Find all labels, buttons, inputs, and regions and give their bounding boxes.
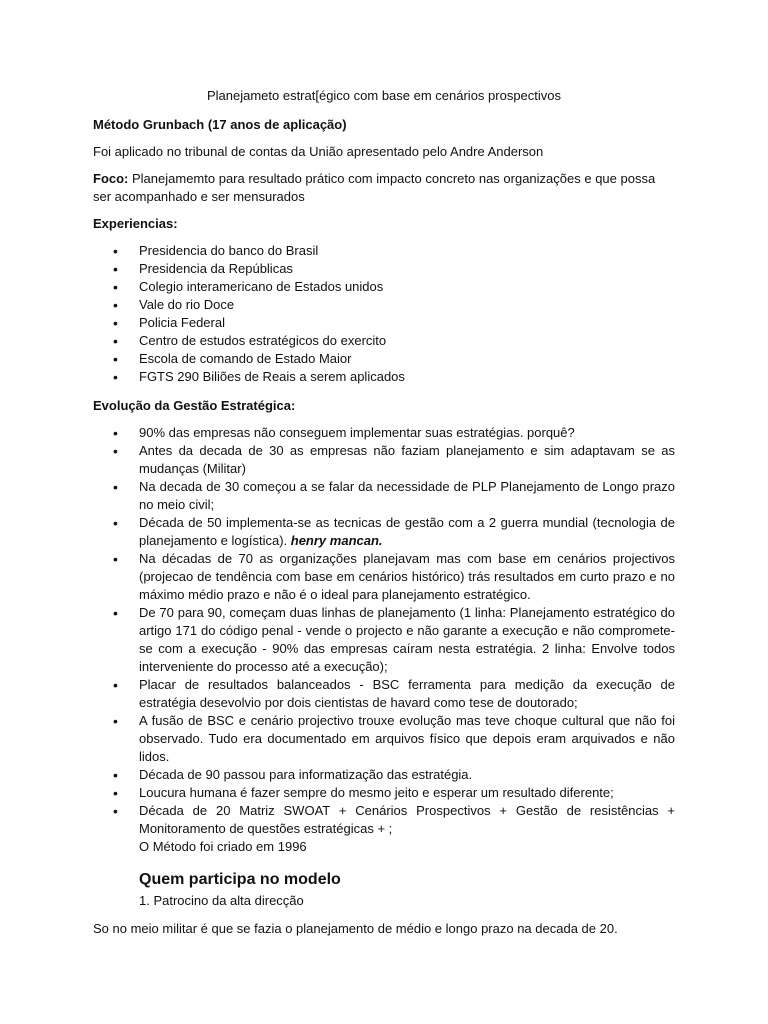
list-item: • A fusão de BSC e cenário projectivo trouxe evolução mas teve choque cultural que não foi observado. Tudo era documentado em arquivos físico que depois eram arquivados e não lidos. <box>93 712 675 766</box>
list-item: • Loucura humana é fazer sempre do mesmo jeito e esperar um resultado diferente; <box>93 784 675 802</box>
list-item: • Antes da decada de 30 as empresas não faziam planejamento e sim adaptavam se as mudanças (Militar) <box>93 442 675 478</box>
metodo-criado-text: O Método foi criado em 1996 <box>139 839 307 854</box>
list-item: • De 70 para 90, começam duas linhas de planejamento (1 linha: Planejamento estratégico do artigo 171 do código penal - vende o projecto e não garante a execução e não compromete-se com a execução - 90% das empresas caíram nesta estratégia. 2 linha: Envolve todos interveniente do processo até a execução); <box>93 604 675 676</box>
quem-participa-heading: Quem participa no modelo <box>139 871 341 888</box>
evolucao-list <box>93 424 675 856</box>
list-item: • Na décadas de 70 as organizações planejavam mas com base em cenários projectivos (projecao de tendência com base em cenários histórico) trás resultados em curto prazo e no máximo médio prazo e não é o ideal para planejamento estratégico. <box>93 550 675 604</box>
list-item: • 90% das empresas não conseguem implementar suas estratégias. porquê? <box>93 424 675 442</box>
aplicado-paragraph: Foi aplicado no tribunal de contas da União apresentado pelo Andre Anderson <box>93 144 544 159</box>
list-item: • Placar de resultados balanceados - BSC ferramenta para medição da execução de estratégia desevolvio por dois cientistas de havard como tese de doutorado; <box>93 676 675 712</box>
experiencias-list <box>93 242 675 386</box>
metodo-heading: Método Grunbach (17 anos de aplicação) <box>93 117 347 132</box>
list-item: • Colegio interamericano de Estados unidos <box>93 278 675 296</box>
list-item: • FGTS 290 Biliões de Reais a serem aplicados <box>93 368 675 386</box>
document-title: Planejameto estrat[égico com base em cenários prospectivos <box>206 88 562 103</box>
list-item: • Presidencia da Repúblicas <box>93 260 675 278</box>
list-item: • Na decada de 30 começou a se falar da necessidade de PLP Planejamento de Longo prazo no meio civil; <box>93 478 675 514</box>
list-item: • Policia Federal <box>93 314 675 332</box>
list-item: • Vale do rio Doce <box>93 296 675 314</box>
evolucao-heading: Evolução da Gestão Estratégica: <box>93 398 296 413</box>
henry-mancan-name: henry mancan. <box>290 533 383 548</box>
list-item: • Centro de estudos estratégicos do exercito <box>93 332 675 350</box>
list-item: • Escola de comando de Estado Maior <box>93 350 675 368</box>
list-item-decada-20 <box>93 802 675 856</box>
decada-20-text: Década de 20 Matriz SWOAT + Cenários Prospectivos + Gestão de resistências + Monitoramento de questões estratégicas + ; <box>139 803 675 836</box>
list-item: • Presidencia do banco do Brasil <box>93 242 675 260</box>
list-item: • Década de 90 passou para informatização das estratégia. <box>93 766 675 784</box>
experiencias-heading: Experiencias: <box>93 216 178 231</box>
foco-label: Foco: <box>93 171 129 186</box>
final-paragraph: So no meio militar é que se fazia o planejamento de médio e longo prazo na decada de 20. <box>93 921 618 936</box>
list-item-decada-50 <box>93 514 675 550</box>
foco-text: Planejamemto para resultado prático com impacto concreto nas organizações e que possa ser acompanhado e ser mensurados <box>93 171 656 204</box>
foco-paragraph <box>93 170 675 206</box>
quem-participa-item-1: 1. Patrocino da alta direcção <box>139 893 304 908</box>
decada-50-text: Década de 50 implementa-se as tecnicas de gestão com a 2 guerra mundial (tecnologia de planejamento e logística). <box>139 515 675 548</box>
